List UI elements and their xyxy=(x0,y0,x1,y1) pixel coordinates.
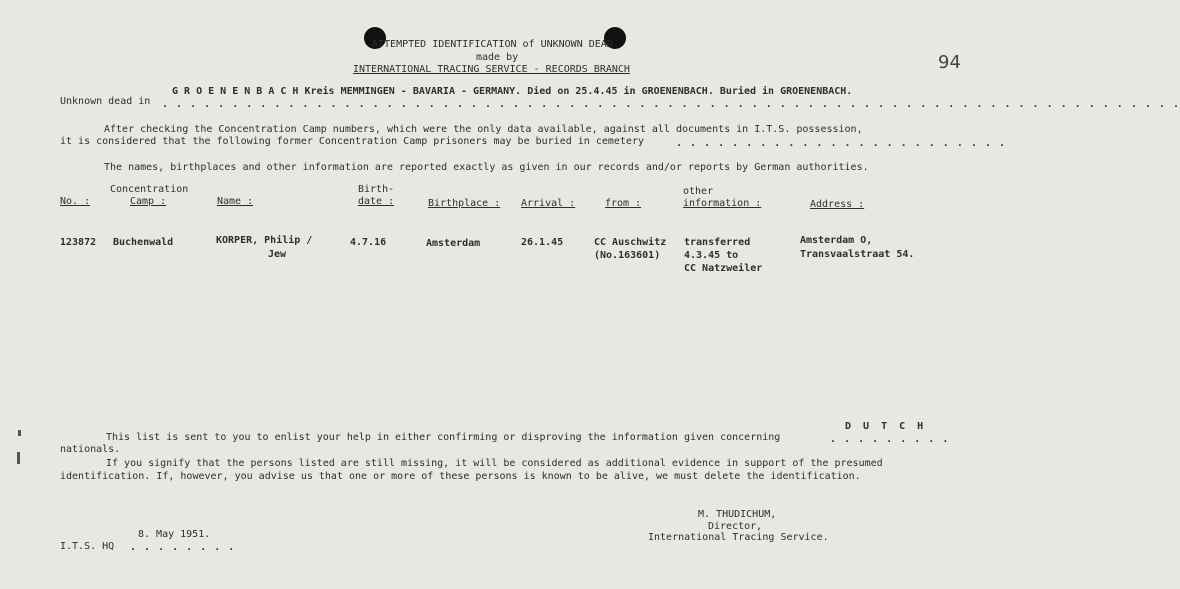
unknown-dead-dots: . . . . . . . . . . . . . . . . . . . . . . . . . . . . . . . . . . . . . . . . . . . . . . . . . . . . . . . . . . . . . . . . . . . . . . . . . xyxy=(162,99,1180,110)
signatory-org: International Tracing Service. xyxy=(648,532,829,543)
header-name: Name : xyxy=(217,196,254,207)
enlist-line2: nationals. xyxy=(60,444,121,455)
signatory-name: M. THUDICHUM, xyxy=(698,509,777,520)
header-other-line1: other xyxy=(683,186,714,197)
header-title-line1: ATTEMPTED IDENTIFICATION of UNKNOWN DEAD xyxy=(372,39,613,50)
page-number: 94 xyxy=(938,52,961,73)
cell-arrival: 26.1.45 xyxy=(521,237,564,248)
header-camp-line1: Concentration xyxy=(110,184,189,195)
cell-no: 123872 xyxy=(60,237,97,248)
header-address: Address : xyxy=(810,199,865,210)
paragraph1-line2: it is considered that the following former Concentration Camp prisoners may be buried in cemetery xyxy=(60,136,644,147)
cell-name: KORPER, Philip / xyxy=(216,235,313,246)
document-date: 8. May 1951. xyxy=(138,529,211,540)
cell-camp: Buchenwald xyxy=(113,237,174,248)
signify-line2: identification. If, however, you advise us that one or more of these persons is known to be alive, we must delete the identification. xyxy=(60,471,861,482)
cell-from-line2: (No.163601) xyxy=(594,250,661,261)
enlist-dots: . . . . . . . . . xyxy=(830,434,950,445)
cell-other-line2: 4.3.45 to xyxy=(684,250,739,261)
cell-other-line1: transferred xyxy=(684,237,751,248)
unknown-dead-value: G R O E N E N B A C H Kreis MEMMINGEN - BAVARIA - GERMANY. Died on 25.4.45 in GROENENBACH. Buried in GROENENBACH. xyxy=(172,86,853,97)
its-hq-label: I.T.S. HQ xyxy=(60,541,115,552)
margin-mark xyxy=(17,452,20,464)
header-no: No. : xyxy=(60,196,91,207)
header-camp-line2: Camp : xyxy=(130,196,167,207)
enlist-line1: This list is sent to you to enlist your help in either confirming or disproving the information given concerning xyxy=(106,432,781,443)
header-title-line3: INTERNATIONAL TRACING SERVICE - RECORDS BRANCH xyxy=(353,64,630,75)
cell-other-line3: CC Natzweiler xyxy=(684,263,763,274)
cell-address-line1: Amsterdam O, xyxy=(800,235,873,246)
margin-mark xyxy=(18,430,21,436)
header-from: from : xyxy=(605,198,642,209)
header-birthdate-line1: Birth- xyxy=(358,184,395,195)
cell-name-note: Jew xyxy=(268,249,287,260)
its-hq-dots: . . . . . . . . xyxy=(130,542,236,553)
unknown-dead-label: Unknown dead in xyxy=(60,96,151,107)
cell-address-line2: Transvaalstraat 54. xyxy=(800,249,915,260)
header-birthdate-line2: date : xyxy=(358,196,395,207)
signatory-title: Director, xyxy=(708,521,763,532)
nationality: D U T C H xyxy=(845,421,927,432)
header-birthplace: Birthplace : xyxy=(428,198,501,209)
header-other-line2: information : xyxy=(683,198,762,209)
signify-line1: If you signify that the persons listed are still missing, it will be considered as additional evidence in support of the presumed xyxy=(106,458,883,469)
cell-birthdate: 4.7.16 xyxy=(350,237,387,248)
cell-birthplace: Amsterdam xyxy=(426,238,481,249)
paragraph2: The names, birthplaces and other information are reported exactly as given in our records and/or reports by German authorities. xyxy=(104,162,869,173)
paragraph1-line1: After checking the Concentration Camp numbers, which were the only data available, against all documents in I.T.S. possession, xyxy=(104,124,863,135)
header-arrival: Arrival : xyxy=(521,198,576,209)
header-title-line2: made by xyxy=(476,52,519,63)
cell-from-line1: CC Auschwitz xyxy=(594,237,667,248)
paragraph1-dots: . . . . . . . . . . . . . . . . . . . . . . . . xyxy=(676,138,1006,149)
